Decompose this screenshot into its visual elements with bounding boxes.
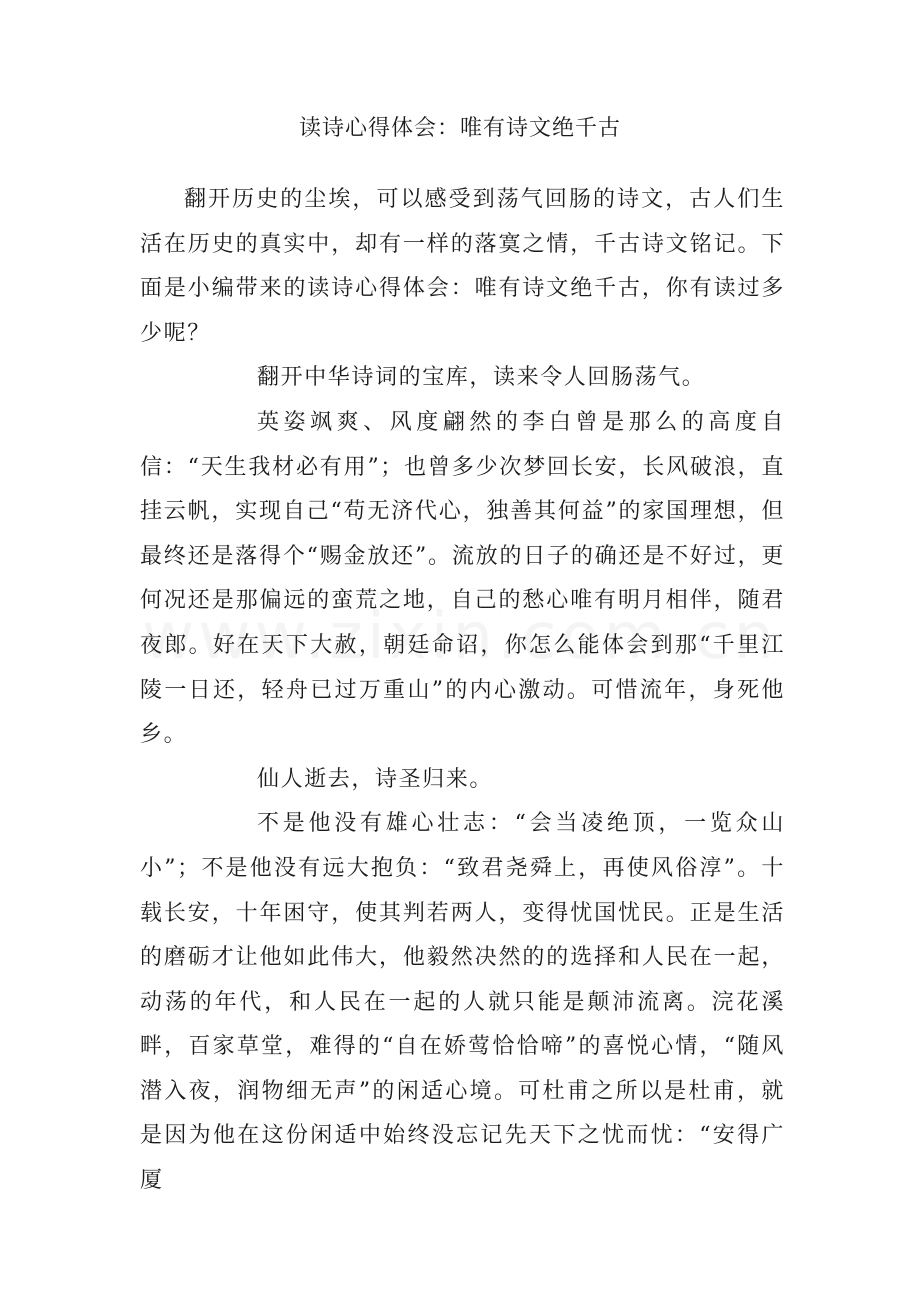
paragraph-intro: 翻开历史的尘埃，可以感受到荡气回肠的诗文，古人们生活在历史的真实中，却有一样的落寞之情，千古诗文铭记。下面是小编带来的读诗心得体会：唯有诗文绝千古，你有读过多少呢？: [140, 187, 785, 346]
document-body: [140, 178, 785, 1204]
paragraph-li-bai: 英姿飒爽、风度翩然的李白曾是那么的高度自信：“天生我材必有用”；也曾多少次梦回长安，长风破浪，直挂云帆，实现自己“苟无济代心，独善其何益”的家国理想，但最终还是落得个“赐金放还”。流放的日子的确还是不好过，更何况还是那偏远的蛮荒之地，自己的愁心唯有明月相伴，随君夜郎。好在天下大赦，朝廷命诏，你怎么能体会到那“千里江陵一日还，轻舟已过万重山”的内心激动。可惜流年，身死他乡。: [140, 409, 785, 748]
paragraph-transition: 仙人逝去，诗圣归来。: [257, 766, 494, 792]
document-title: 读诗心得体会：唯有诗文绝千古: [298, 116, 621, 141]
paragraph-lead: 翻开中华诗词的宝库，读来令人回肠荡气。: [257, 365, 706, 391]
paragraph-du-fu: 不是他没有雄心壮志：“会当凌绝顶，一览众山小”；不是他没有远大抱负：“致君尧舜上，再使风俗淳”。十载长安，十年困守，使其判若两人，变得忧国忧民。正是生活的磨砺才让他如此伟大，他毅然决然的的选择和人民在一起，动荡的年代，和人民在一起的人就只能是颠沛流离。浣花溪畔，百家草堂，难得的“自在娇莺恰恰啼”的喜悦心情，“随风潜入夜，润物细无声”的闲适心境。可杜甫之所以是杜甫，就是因为他在这份闲适中始终没忘记先天下之忧而忧：“安得广厦: [140, 811, 785, 1194]
